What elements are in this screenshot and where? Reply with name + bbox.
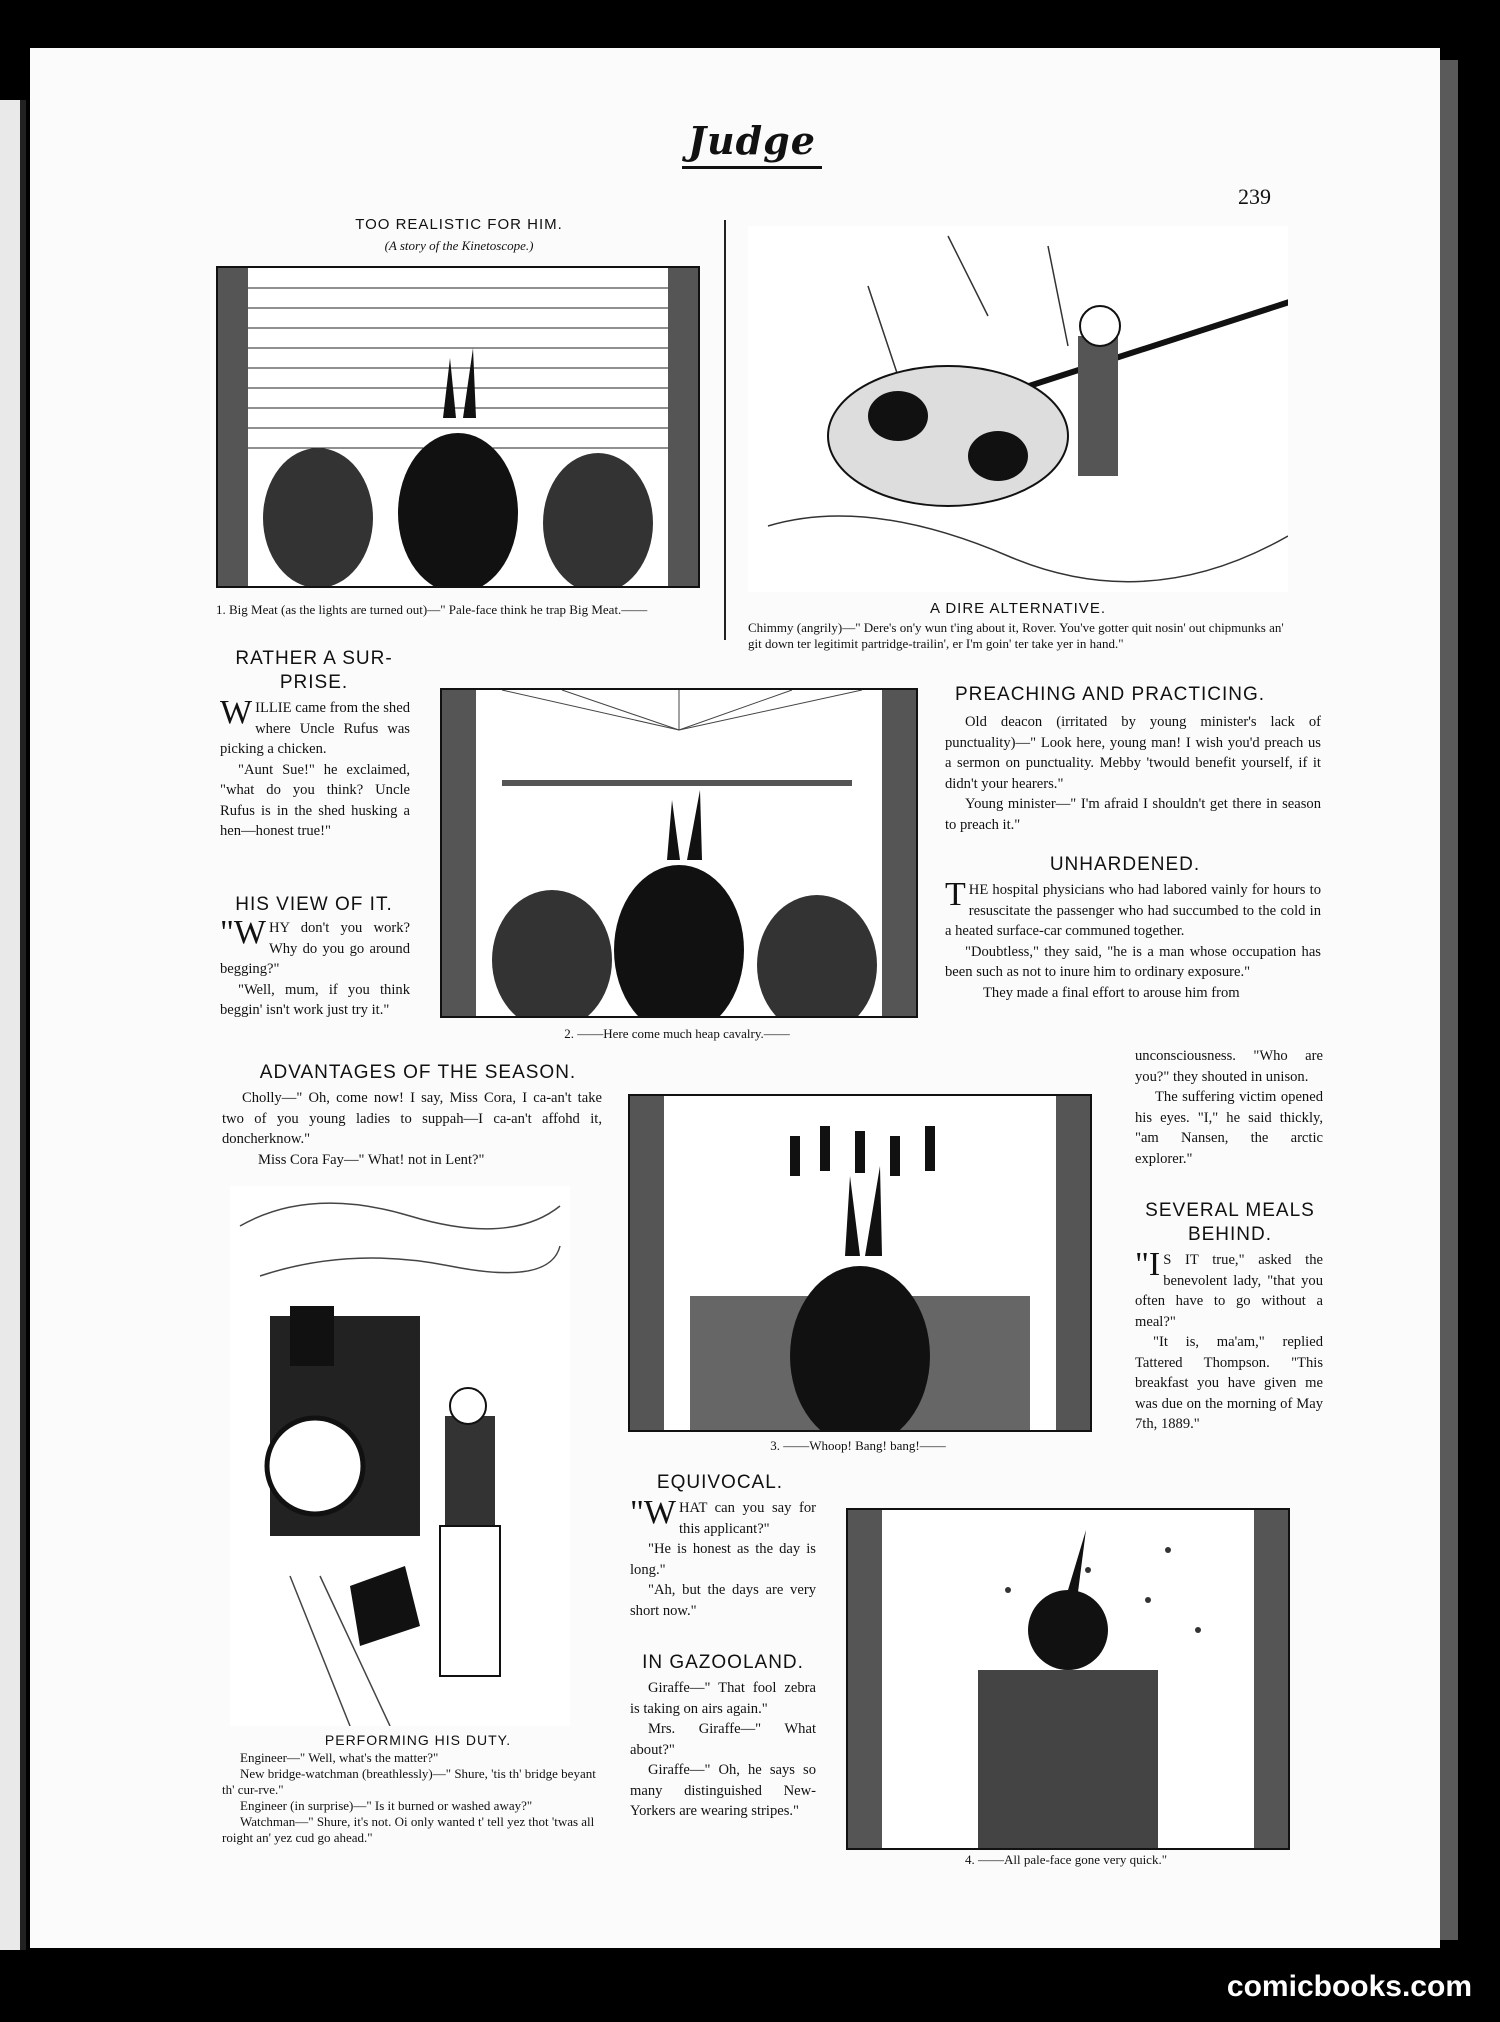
- page-number: 239: [1238, 184, 1271, 209]
- advantages-para-1: Cholly—" Oh, come now! I say, Miss Cora, I ca-an't take two of you young ladies to suppah—I ca-an't affohd it, doncherknow.": [222, 1090, 602, 1147]
- equivocal-para-3: "Ah, but the days are very short now.": [630, 1582, 816, 1619]
- unhardened-body: [945, 876, 1321, 1003]
- duty-line-2: New bridge-watchman (breathlessly)—" Shure, 'tis th' bridge beyant th' cur-rve.": [222, 1766, 596, 1797]
- caption-1: 1. Big Meat (as the lights are turned out)—" Pale-face think he trap Big Meat.——: [216, 602, 648, 617]
- watermark: comicbooks.com: [1226, 1970, 1472, 2003]
- unhardened-body-cont: [1135, 1046, 1323, 1169]
- view-para-1: HY don't you work? Why do you go around begging?": [220, 920, 410, 977]
- left-page-edge: [0, 100, 26, 1950]
- surprise-title-line2: PRISE.: [279, 672, 349, 693]
- view-para-2: "Well, mum, if you think beggin' isn't work just try it.": [220, 981, 410, 1018]
- equivocal-body: [630, 1494, 816, 1621]
- duty-line-3: Engineer (in surprise)—" Is it burned or washed away?": [240, 1798, 533, 1813]
- gazooland-para-2: Mrs. Giraffe—" What about?": [630, 1721, 816, 1758]
- caption-3: 3. ——Whoop! Bang! bang!——: [770, 1438, 946, 1453]
- unhardened-title: UNHARDENED.: [1049, 854, 1201, 875]
- column-divider: [724, 220, 726, 640]
- unhardened-dropcap: T: [945, 876, 966, 913]
- kinetoscope-illustration-4: [846, 1508, 1290, 1850]
- meals-body: [1135, 1246, 1323, 1435]
- preaching-body: [945, 712, 1321, 835]
- meals-para-1: S IT true," asked the benevolent lady, "that you often have to go without a meal?": [1135, 1252, 1323, 1330]
- surprise-para-1: ILLIE came from the shed where Uncle Rufus was picking a chicken.: [220, 700, 410, 757]
- story-title: TOO REALISTIC FOR HIM.: [355, 216, 563, 233]
- kinetoscope-illustration-1: [216, 266, 700, 588]
- surprise-dropcap: W: [220, 694, 253, 731]
- unhardened-para-4: The suffering victim opened his eyes. "I," he said thickly, "am Nansen, the arctic explorer.": [1135, 1089, 1323, 1167]
- advantages-para-2: Miss Cora Fay—" What! not in Lent?": [258, 1151, 485, 1168]
- gazooland-para-3: Giraffe—" Oh, he says so many distinguished New-Yorkers are wearing stripes.": [630, 1762, 816, 1819]
- view-dropcap: "W: [220, 914, 266, 951]
- kinetoscope-illustration-2: [440, 688, 918, 1018]
- masthead: Judge: [688, 118, 816, 163]
- gazooland-para-1: Giraffe—" That fool zebra is taking on airs again.": [630, 1680, 816, 1717]
- meals-dropcap: "I: [1135, 1246, 1161, 1283]
- advantages-body: [222, 1088, 602, 1170]
- equivocal-para-1: HAT can you say for this applicant?": [678, 1500, 816, 1537]
- duty-line-4: Watchman—" Shure, it's not. Oi only wanted t' tell yez thot 'twas all roight an' yez cud go ahead.": [222, 1814, 595, 1845]
- unhardened-para-2: "Doubtless," they said, "he is a man whose occupation has been such as not to inure him to ordinary exposure.": [945, 943, 1321, 980]
- duty-title: PERFORMING HIS DUTY.: [324, 1732, 512, 1748]
- meals-title-line2: BEHIND.: [1187, 1224, 1273, 1245]
- surprise-para-2: "Aunt Sue!" he exclaimed, "what do you think? Uncle Rufus is in the shed husking a hen—honest true!": [220, 761, 410, 839]
- duty-body: [222, 1750, 602, 1846]
- preaching-title: PREACHING AND PRACTICING.: [954, 684, 1266, 705]
- view-body: [220, 914, 410, 1021]
- equivocal-dropcap: "W: [630, 1494, 676, 1531]
- train-illustration: [230, 1186, 570, 1726]
- equivocal-title: EQUIVOCAL.: [656, 1472, 784, 1493]
- advantages-title: ADVANTAGES OF THE SEASON.: [259, 1062, 577, 1083]
- right-page-edge: [1440, 60, 1458, 1940]
- equivocal-para-2: "He is honest as the day is long.": [630, 1541, 816, 1578]
- preaching-para-2: Young minister—" I'm afraid I shouldn't get there in season to preach it.": [945, 796, 1321, 833]
- dire-caption: Chimmy (angrily)—" Dere's on'y wun t'ing about it, Rover. You've gotter quit nosin' out chipmunks an' git down ter legitimit partridge-trailin', er I'm goin' ter take yer in hand.": [748, 620, 1284, 651]
- duty-line-1: Engineer—" Well, what's the matter?": [240, 1750, 439, 1765]
- meals-title-line1: SEVERAL MEALS: [1145, 1200, 1315, 1221]
- dire-title: A DIRE ALTERNATIVE.: [930, 600, 1106, 617]
- unhardened-para-3a: They made a final effort to arouse him from: [983, 984, 1240, 1001]
- preaching-para-1: Old deacon (irritated by young minister's lack of punctuality)—" Look here, young man! I wish you'd preach us a sermon on punctuality. Mebby 'twould benefit yourself, if it didn't your hearers.": [945, 714, 1321, 792]
- story-subtitle: (A story of the Kinetoscope.): [384, 238, 534, 253]
- surprise-title-line1: RATHER A SUR-: [235, 648, 393, 669]
- gazooland-title: IN GAZOOLAND.: [642, 1652, 804, 1673]
- unhardened-para-1: HE hospital physicians who had labored vainly for hours to resuscitate the passenger who had succumbed to the cold in a heated surface-car communed together.: [945, 882, 1321, 939]
- unhardened-para-3b: unconsciousness. "Who are you?" they shouted in unison.: [1135, 1048, 1323, 1085]
- surprise-body: [220, 694, 410, 842]
- kinetoscope-illustration-3: [628, 1094, 1092, 1432]
- caption-2: 2. ——Here come much heap cavalry.——: [564, 1026, 790, 1041]
- gazooland-body: [630, 1678, 816, 1822]
- caption-4: 4. ——All pale-face gone very quick.": [964, 1852, 1168, 1867]
- meals-para-2: "It is, ma'am," replied Tattered Thompson. "This breakfast you have given me was due on the morning of May 7th, 1889.": [1135, 1334, 1323, 1432]
- view-title: HIS VIEW OF IT.: [235, 894, 393, 915]
- dog-and-boy-illustration: [748, 226, 1288, 592]
